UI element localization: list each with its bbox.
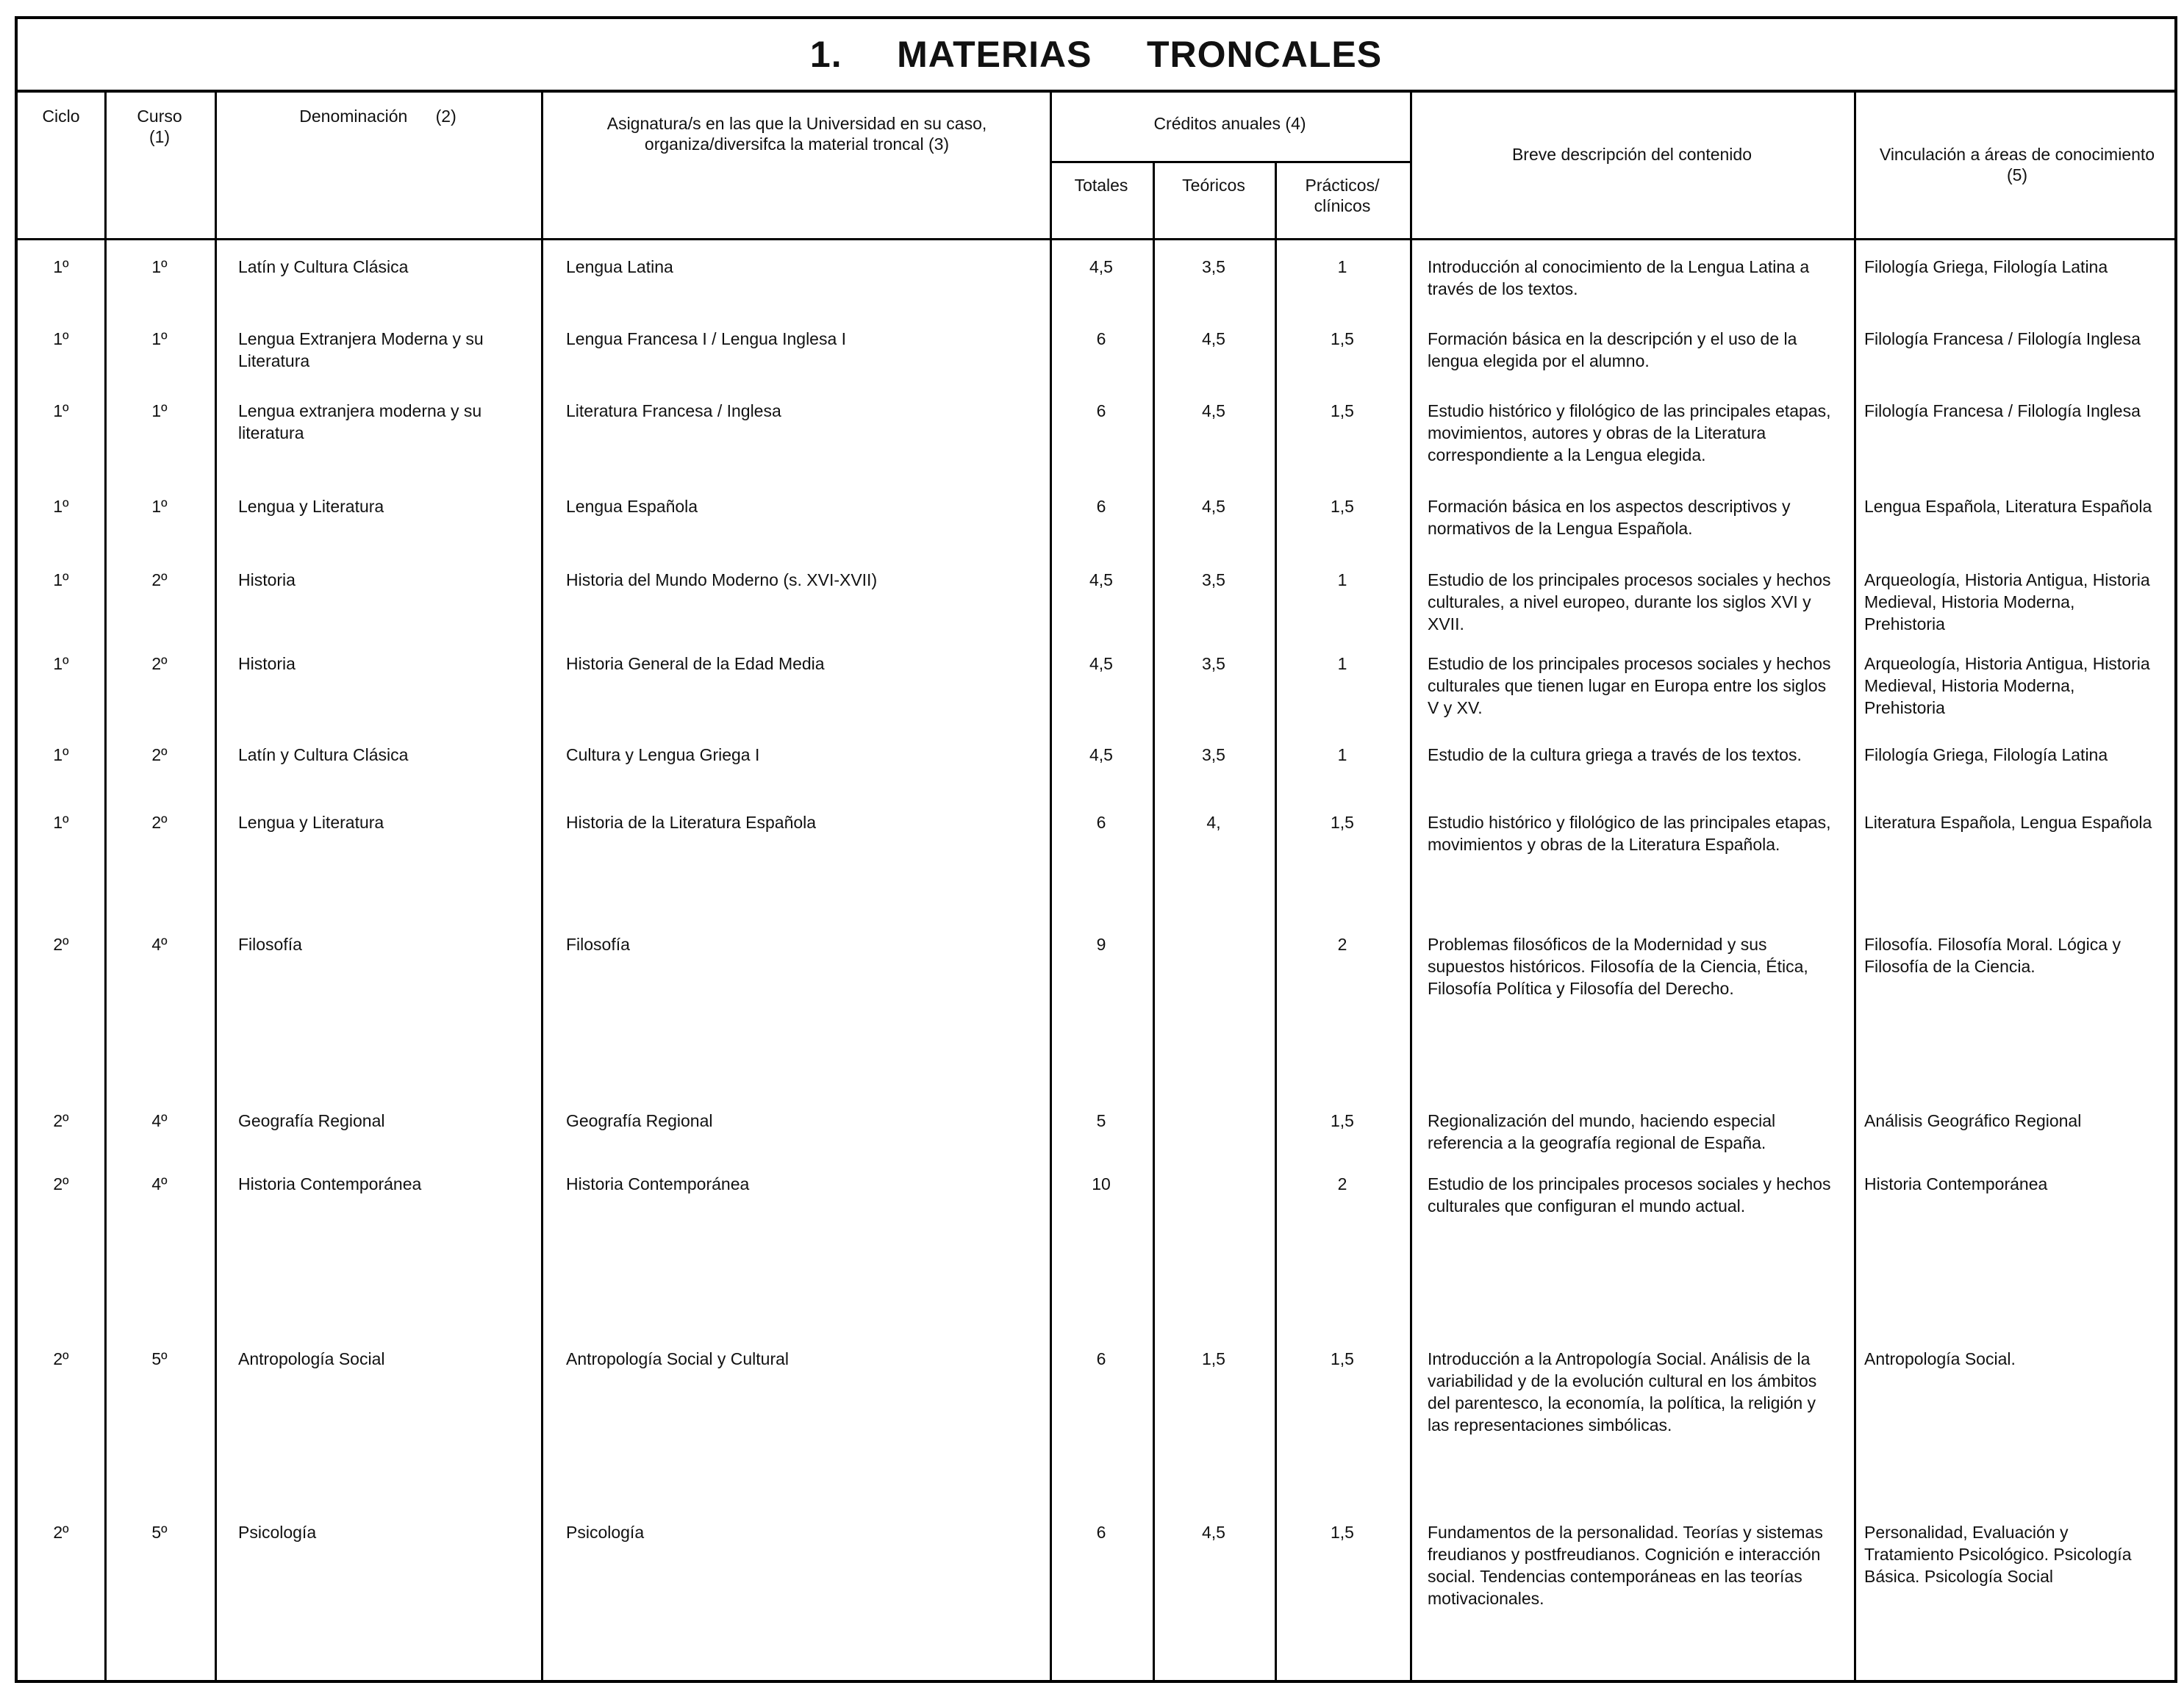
cell-denominacion: Geografía Regional <box>238 1111 385 1130</box>
cell-denominacion: Lengua extranjera moderna y su literatura <box>238 401 482 442</box>
cell-descripcion: Introducción a la Antropología Social. Análisis de la variabilidad y de la evolución cultural en los ámbitos del parentesco, la economía, la política, la religión y las representaciones simbólicas. <box>1428 1349 1817 1435</box>
cell-ciclo: 1º <box>53 745 69 764</box>
cell-practicos: 1,5 <box>1331 1111 1354 1130</box>
cell-vinculacion: Filología Francesa / Filología Inglesa <box>1864 401 2141 420</box>
cell-curso: 2º <box>151 745 168 764</box>
cell-totales: 6 <box>1096 497 1106 516</box>
col-rule <box>1854 93 1856 1680</box>
cell-totales: 6 <box>1096 1523 1106 1542</box>
cell-descripcion: Estudio de la cultura griega a través de los textos. <box>1428 745 1802 764</box>
cell-practicos: 2 <box>1337 1174 1347 1193</box>
cell-teoricos: 3,5 <box>1202 745 1225 764</box>
cell-practicos: 1,5 <box>1331 813 1354 832</box>
cell-teoricos: 4,5 <box>1202 401 1225 420</box>
cell-totales: 10 <box>1092 1174 1111 1193</box>
cell-descripcion: Estudio de los principales procesos sociales y hechos culturales que tienen lugar en Europa entre los siglos V y XV. <box>1428 654 1831 717</box>
cell-denominacion: Historia Contemporánea <box>238 1174 422 1193</box>
cell-totales: 4,5 <box>1089 570 1113 589</box>
cell-curso: 1º <box>151 401 168 420</box>
cell-vinculacion: Arqueología, Historia Antigua, Historia Medieval, Historia Moderna, Prehistoria <box>1864 570 2150 633</box>
troncales-table <box>15 16 2177 1683</box>
cell-totales: 6 <box>1096 401 1106 420</box>
cell-denominacion: Lengua y Literatura <box>238 497 384 516</box>
cell-descripcion: Formación básica en la descripción y el uso de la lengua elegida por el alumno. <box>1428 329 1797 370</box>
cell-teoricos: 4,5 <box>1202 497 1225 516</box>
cell-totales: 6 <box>1096 813 1106 832</box>
cell-descripcion: Estudio histórico y filológico de las principales etapas, movimientos y obras de la Literatura Española. <box>1428 813 1831 854</box>
cell-vinculacion: Filosofía. Filosofía Moral. Lógica y Filosofía de la Ciencia. <box>1864 935 2121 976</box>
cell-denominacion: Latín y Cultura Clásica <box>238 745 409 764</box>
cell-teoricos: 3,5 <box>1202 257 1225 276</box>
cell-ciclo: 1º <box>53 654 69 673</box>
cell-asignatura: Filosofía <box>566 935 630 954</box>
page-title <box>18 19 2174 93</box>
cell-denominacion: Historia <box>238 654 296 673</box>
cell-ciclo: 1º <box>53 401 69 420</box>
cell-ciclo: 2º <box>53 1523 69 1542</box>
header-denominacion: Denominación (2) <box>299 107 457 126</box>
cell-curso: 2º <box>151 570 168 589</box>
cell-descripcion: Problemas filosóficos de la Modernidad y sus supuestos históricos. Filosofía de la Ciencia, Ética, Filosofía Política y Filosofía del Derecho. <box>1428 935 1808 998</box>
cell-vinculacion: Antropología Social. <box>1864 1349 2016 1368</box>
cell-ciclo: 1º <box>53 257 69 276</box>
cell-asignatura: Historia de la Literatura Española <box>566 813 817 832</box>
cell-asignatura: Cultura y Lengua Griega I <box>566 745 760 764</box>
cell-vinculacion: Literatura Española, Lengua Española <box>1864 813 2152 832</box>
cell-totales: 6 <box>1096 1349 1106 1368</box>
cell-curso: 1º <box>151 497 168 516</box>
header-practicos: Prácticos/ clínicos <box>1305 176 1380 215</box>
header-creditos: Créditos anuales (4) <box>1153 114 1306 133</box>
cell-totales: 4,5 <box>1089 654 1113 673</box>
cell-vinculacion: Filología Francesa / Filología Inglesa <box>1864 329 2141 348</box>
cell-vinculacion: Filología Griega, Filología Latina <box>1864 745 2108 764</box>
cell-asignatura: Literatura Francesa / Inglesa <box>566 401 781 420</box>
cell-ciclo: 2º <box>53 1349 69 1368</box>
cell-curso: 1º <box>151 257 168 276</box>
cell-practicos: 1,5 <box>1331 329 1354 348</box>
cell-denominacion: Lengua Extranjera Moderna y su Literatura <box>238 329 484 370</box>
header-descripcion: Breve descripción del contenido <box>1511 145 1752 164</box>
cell-curso: 5º <box>151 1349 168 1368</box>
cell-descripcion: Estudio de los principales procesos sociales y hechos culturales que configuran el mundo actual. <box>1428 1174 1831 1216</box>
header-teoricos: Teóricos <box>1182 176 1245 195</box>
cell-teoricos: 1,5 <box>1202 1349 1225 1368</box>
cell-ciclo: 1º <box>53 497 69 516</box>
cell-teoricos: 4, <box>1206 813 1221 832</box>
cell-descripcion: Fundamentos de la personalidad. Teorías y sistemas freudianos y postfreudianos. Cognición e interacción social. Tendencias contemporáneas en las teorías motivacionales. <box>1428 1523 1823 1608</box>
cell-totales: 4,5 <box>1089 257 1113 276</box>
cell-teoricos: 4,5 <box>1202 329 1225 348</box>
col-rule <box>1153 161 1155 1680</box>
header-vinculacion: Vinculación a áreas de conocimiento (5) <box>1879 145 2155 184</box>
cell-curso: 5º <box>151 1523 168 1542</box>
cell-descripcion: Estudio histórico y filológico de las principales etapas, movimientos, autores y obras de la Literatura correspondiente a la Lengua elegida. <box>1428 401 1831 464</box>
cell-denominacion: Lengua y Literatura <box>238 813 384 832</box>
cell-descripcion: Formación básica en los aspectos descriptivos y normativos de la Lengua Española. <box>1428 497 1791 538</box>
cell-practicos: 1 <box>1337 745 1347 764</box>
col-rule <box>1275 161 1277 1680</box>
cell-practicos: 1 <box>1337 257 1347 276</box>
cell-curso: 4º <box>151 935 168 954</box>
cell-asignatura: Historia del Mundo Moderno (s. XVI-XVII) <box>566 570 878 589</box>
title-text: MATERIAS TRONCALES <box>897 34 1383 75</box>
header-ciclo: Ciclo <box>42 107 80 126</box>
cell-practicos: 2 <box>1337 935 1347 954</box>
cell-curso: 2º <box>151 654 168 673</box>
cell-practicos: 1 <box>1337 570 1347 589</box>
cell-totales: 5 <box>1096 1111 1106 1130</box>
cell-practicos: 1,5 <box>1331 1349 1354 1368</box>
cell-asignatura: Lengua Española <box>566 497 698 516</box>
cell-asignatura: Geografía Regional <box>566 1111 713 1130</box>
cell-vinculacion: Historia Contemporánea <box>1864 1174 2048 1193</box>
cell-ciclo: 2º <box>53 1174 69 1193</box>
cell-asignatura: Historia Contemporánea <box>566 1174 750 1193</box>
cell-vinculacion: Análisis Geográfico Regional <box>1864 1111 2082 1130</box>
cell-ciclo: 1º <box>53 813 69 832</box>
cell-practicos: 1,5 <box>1331 1523 1354 1542</box>
cell-vinculacion: Arqueología, Historia Antigua, Historia Medieval, Historia Moderna, Prehistoria <box>1864 654 2150 717</box>
cell-ciclo: 2º <box>53 935 69 954</box>
cell-practicos: 1,5 <box>1331 497 1354 516</box>
cell-curso: 2º <box>151 813 168 832</box>
creditos-rule <box>1050 161 1410 163</box>
cell-curso: 4º <box>151 1174 168 1193</box>
cell-denominacion: Filosofía <box>238 935 302 954</box>
col-rule <box>541 93 543 1680</box>
cell-teoricos: 4,5 <box>1202 1523 1225 1542</box>
title-number: 1. <box>809 34 842 75</box>
cell-descripcion: Introducción al conocimiento de la Lengua Latina a través de los textos. <box>1428 257 1810 298</box>
cell-descripcion: Regionalización del mundo, haciendo especial referencia a la geografía regional de España. <box>1428 1111 1776 1152</box>
cell-vinculacion: Filología Griega, Filología Latina <box>1864 257 2108 276</box>
cell-ciclo: 1º <box>53 570 69 589</box>
header-totales: Totales <box>1074 176 1128 195</box>
cell-teoricos: 3,5 <box>1202 570 1225 589</box>
header-rule <box>18 238 2174 240</box>
cell-ciclo: 2º <box>53 1111 69 1130</box>
cell-practicos: 1 <box>1337 654 1347 673</box>
cell-practicos: 1,5 <box>1331 401 1354 420</box>
col-rule <box>215 93 217 1680</box>
cell-asignatura: Antropología Social y Cultural <box>566 1349 789 1368</box>
cell-descripcion: Estudio de los principales procesos sociales y hechos culturales, a nivel europeo, durante los siglos XVI y XVII. <box>1428 570 1831 633</box>
cell-totales: 6 <box>1096 329 1106 348</box>
cell-asignatura: Lengua Francesa I / Lengua Inglesa I <box>566 329 847 348</box>
cell-asignatura: Historia General de la Edad Media <box>566 654 825 673</box>
cell-ciclo: 1º <box>53 329 69 348</box>
cell-teoricos: 3,5 <box>1202 654 1225 673</box>
header-curso: Curso (1) <box>137 107 182 146</box>
cell-asignatura: Lengua Latina <box>566 257 673 276</box>
cell-curso: 4º <box>151 1111 168 1130</box>
cell-denominacion: Psicología <box>238 1523 317 1542</box>
cell-vinculacion: Lengua Española, Literatura Española <box>1864 497 2152 516</box>
cell-totales: 4,5 <box>1089 745 1113 764</box>
cell-vinculacion: Personalidad, Evaluación y Tratamiento Psicológico. Psicología Básica. Psicología Social <box>1864 1523 2132 1586</box>
cell-asignatura: Psicología <box>566 1523 645 1542</box>
cell-denominacion: Historia <box>238 570 296 589</box>
cell-denominacion: Antropología Social <box>238 1349 385 1368</box>
cell-curso: 1º <box>151 329 168 348</box>
header-asignaturas: Asignatura/s en las que la Universidad en su caso, organiza/diversifca la material troncal (3) <box>606 114 987 154</box>
cell-totales: 9 <box>1096 935 1106 954</box>
col-rule <box>1410 93 1412 1680</box>
cell-denominacion: Latín y Cultura Clásica <box>238 257 409 276</box>
